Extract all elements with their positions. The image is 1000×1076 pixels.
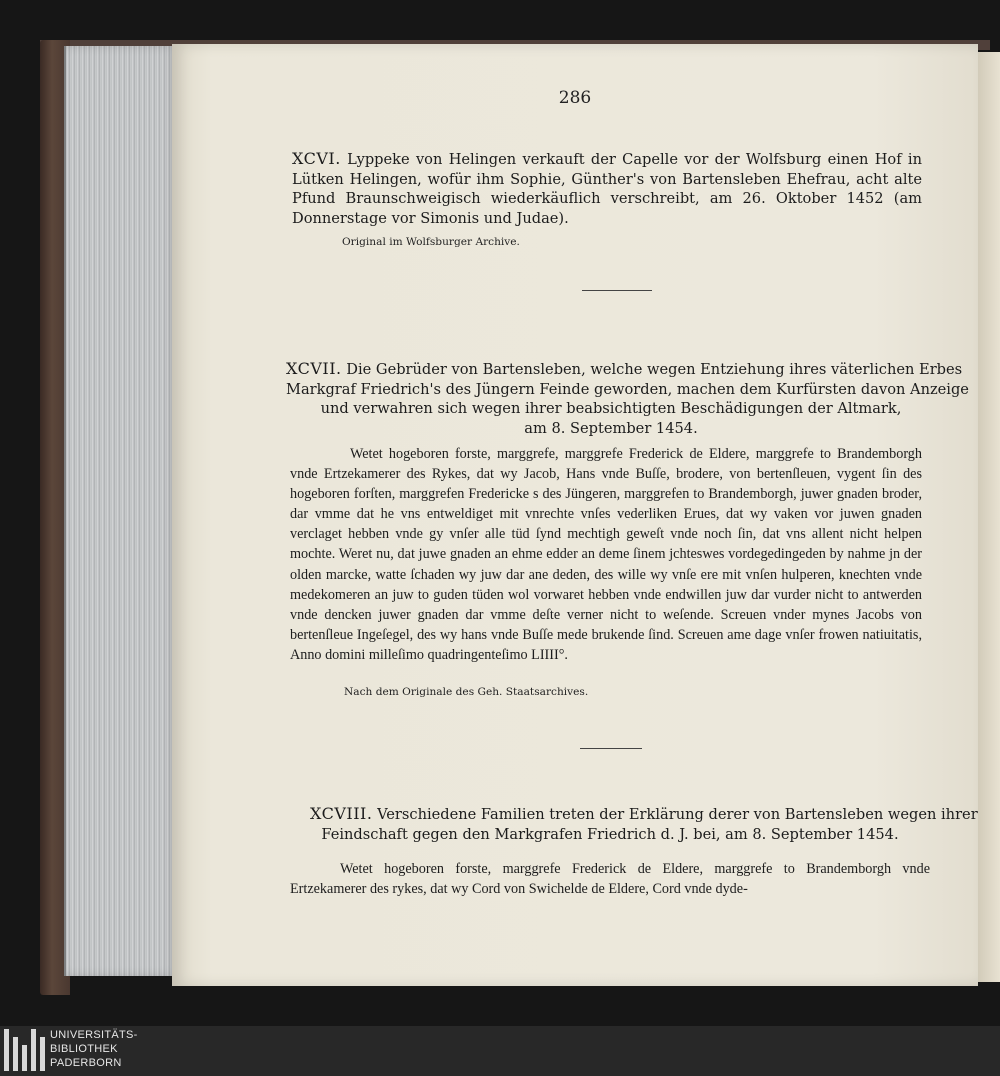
section-divider: [580, 748, 642, 749]
entry-heading-line: Markgraf Friedrich's des Jüngern Feinde geworden, machen dem Kurfürsten davon Anzeige: [286, 380, 969, 398]
page-number: 286: [558, 88, 592, 108]
document-text: Wetet hogeboren forste, marggrefe, marggrefe Frederick de Eldere, marggrefe to Brandemborgh vnde Ertzekamerer des Rykes, dat wy Jacob, Hans vnde Buſſe, brodere, von bertenſleuen, vygent ſin des hogeboren forſten, marggrefen Fredericke s des Jüngeren, marggrefen to Brandemborgh, juwer gnaden broder, dar vmme dat he vns entweldiget mit vnrechte vnſes vederliken Erues, dat wy vaken vor juwen gnaden verclaget hebben vnde gy vnſer alle tüd ſynd mechtigh geweſt vnde noch ſin, dat vns allent nicht helpen mochte. Weret nu, dat juwe gnaden an ehme edder an deme ſinem jchteswes vordegedingeden by nahme jn der olden marcke, watte ſchaden wy juw dar ane deden, des wille wy vnſe ere mit vnſen hulperen, knechten vnde medekomeren an juw to guden tüden wol vorwaret hebben vnde endwillen juw dar vurder nicht to antwerden vnde dencken juwer gnaden dar vmme deſte verner nicht to weſende. Screuen vnder mynes Jacobs von bertenſleue Ingeſegel, des wy hans vnde Buſſe mede brukende ſind. Screuen ame dage vnſer frowen natiuitatis, Anno domini milleſimo quadringenteſimo LIIII°.: [290, 446, 922, 663]
entry-heading-line: am 8. September 1454.: [524, 419, 698, 437]
entry-numeral: XCVII.: [286, 359, 342, 378]
library-footer: [0, 1026, 1000, 1076]
page-edges: [64, 46, 178, 976]
entry-heading-line: und verwahren sich wegen ihrer beabsichtigten Beschädigungen der Altmark,: [320, 400, 902, 418]
next-page-edge: [975, 52, 1000, 982]
entry-xcviii-heading: [310, 804, 978, 844]
library-logo-icon: [4, 1029, 46, 1071]
library-name-line: UNIVERSITÄTS-: [50, 1029, 138, 1041]
entry-heading-line: Feindschaft gegen den Markgrafen Friedrich d. J. bei, am 8. September 1454.: [321, 825, 899, 843]
library-name: [50, 1028, 138, 1070]
document-text: Wetet hogeboren forste, marggrefe Frederick de Eldere, marggrefe to Brandemborgh vnde Ertzekamerer des rykes, dat wy Cord von Swichelde de Eldere, Cord vnde dyde-: [290, 861, 930, 898]
book-page: [172, 44, 978, 986]
entry-numeral: XCVIII.: [310, 804, 373, 823]
library-name-line: BIBLIOTHEK: [50, 1043, 118, 1055]
entry-xcvii-heading: [286, 359, 969, 438]
entry-xcvi-source: Original im Wolfsburger Archive.: [342, 236, 520, 248]
entry-heading-line: Die Gebrüder von Bartensleben, welche wegen Entziehung ihres väterlichen Erbes: [346, 361, 963, 378]
entry-numeral: XCVI.: [292, 149, 341, 168]
entry-xcviii-body: [290, 859, 930, 899]
section-divider: [582, 290, 652, 291]
entry-xcvii-source: Nach dem Originale des Geh. Staatsarchives.: [344, 686, 589, 698]
entry-heading-text: Lyppeke von Helingen verkauft der Capelle vor der Wolfsburg einen Hof in Lütken Helingen, wofür ihm Sophie, Günther's von Bartensleben Ehefrau, acht alte Pfund Braunschweigisch wiederkäuflich verschreibt, am 26. Oktober 1452 (am Donnerstage vor Simonis und Judae).: [292, 151, 923, 227]
entry-xcvi-heading: [292, 149, 922, 228]
entry-xcvii-body: [290, 444, 922, 665]
entry-heading-line: Verschiedene Familien treten der Erklärung derer von Bartensleben wegen ihrer: [377, 806, 978, 823]
library-name-line: PADERBORN: [50, 1057, 122, 1069]
